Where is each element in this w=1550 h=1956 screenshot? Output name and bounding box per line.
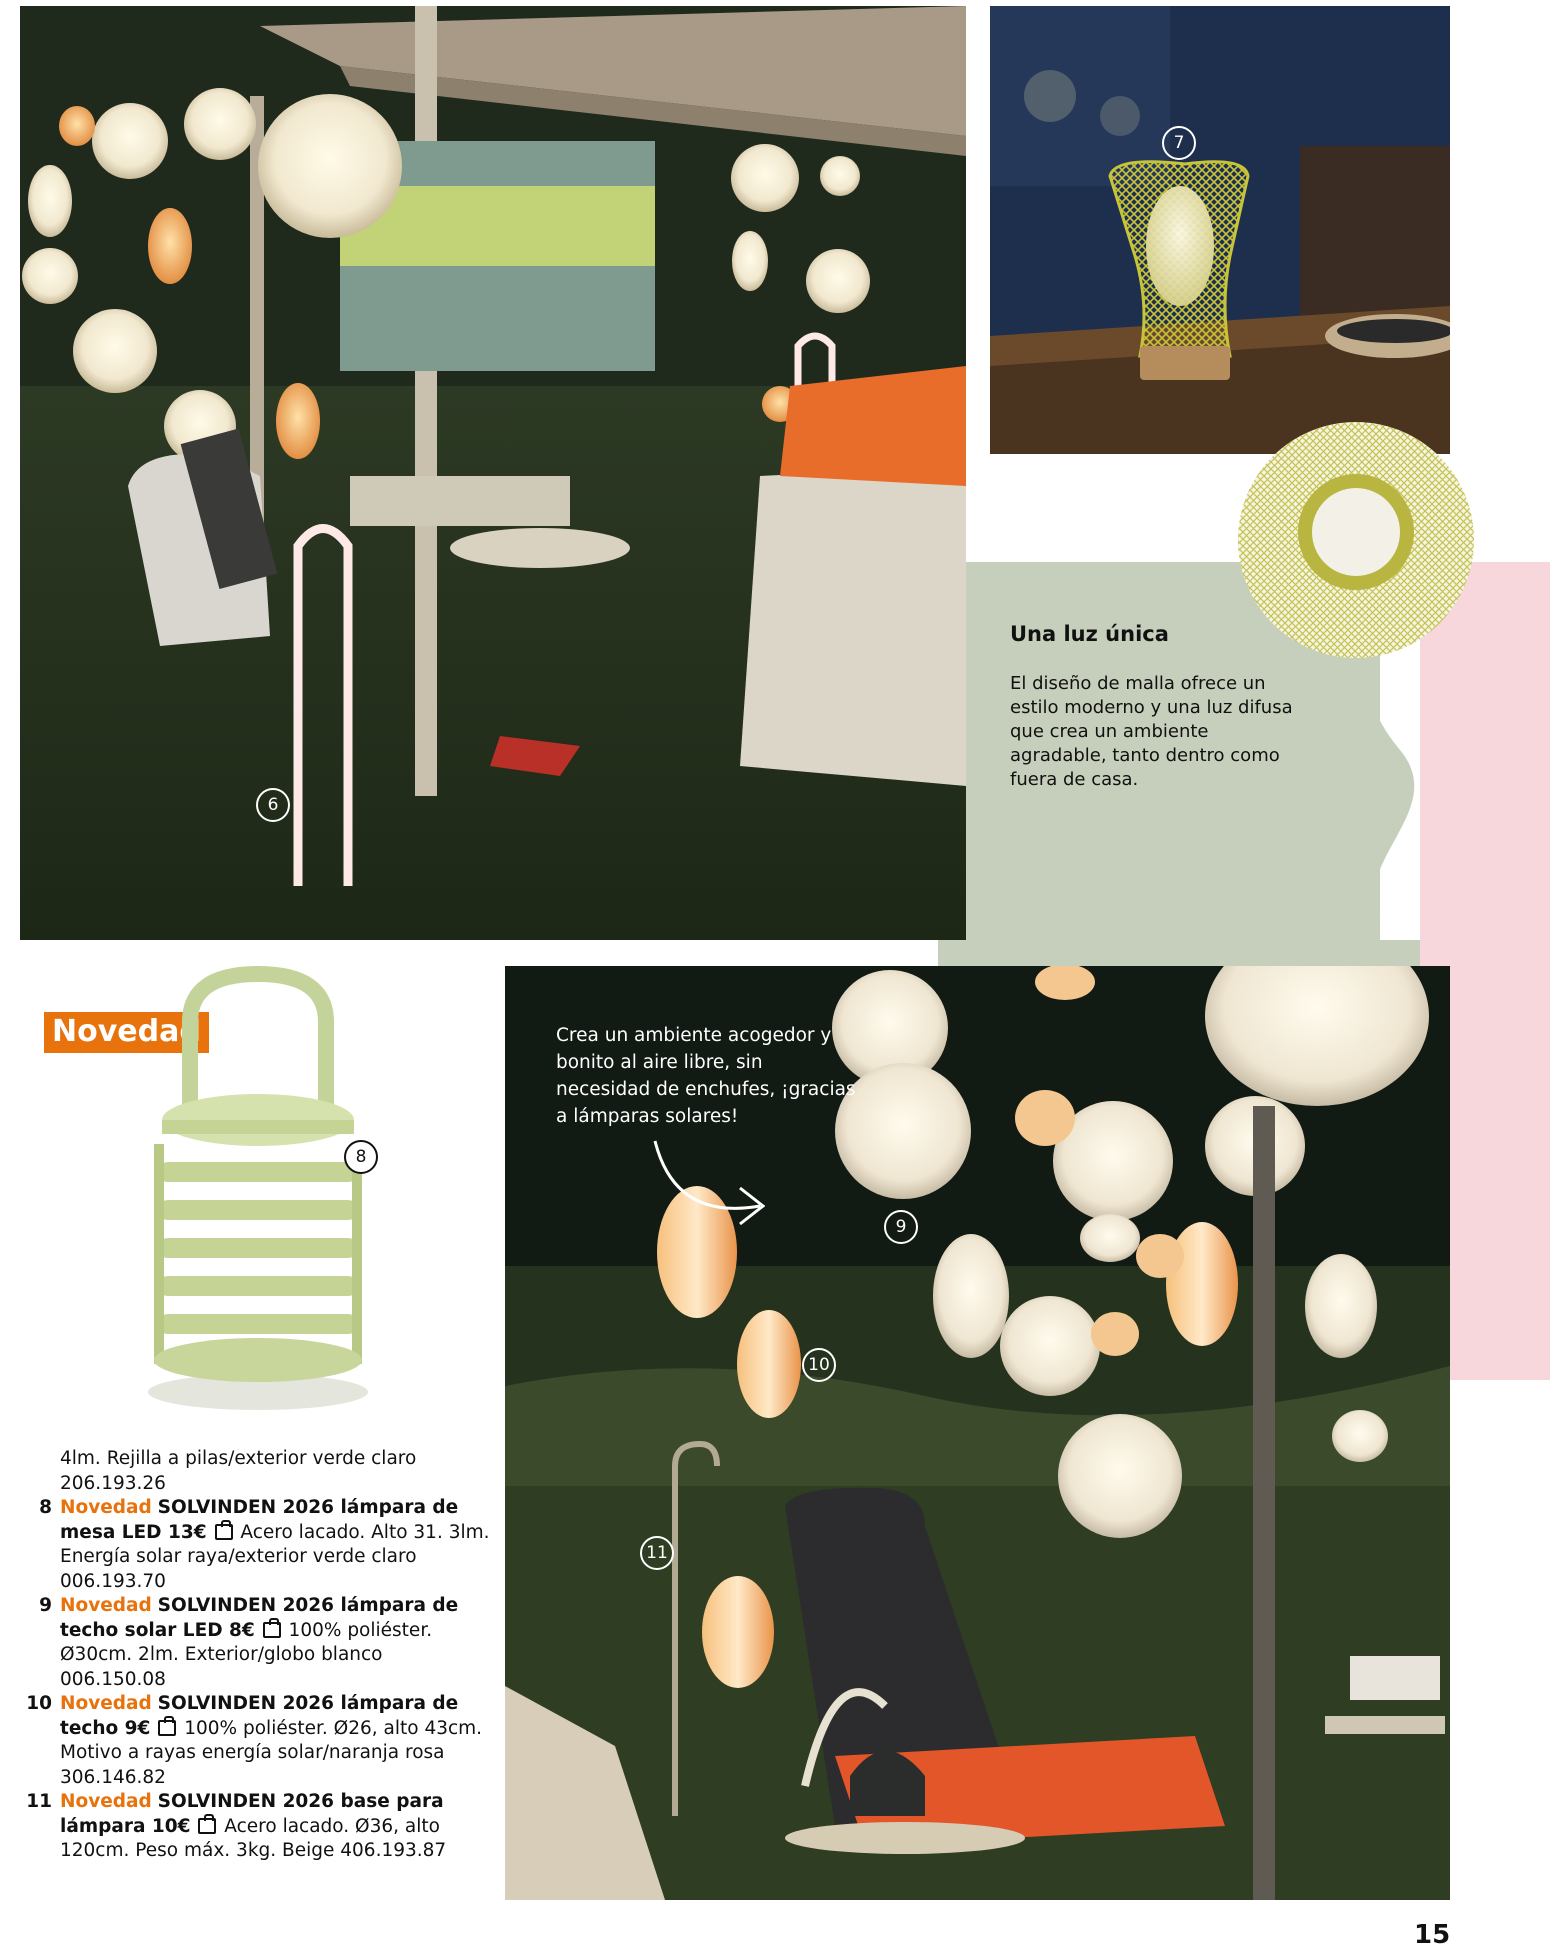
spec-number: 11 — [26, 1791, 52, 1812]
product-badge-6: 6 — [256, 788, 290, 822]
product-badge-7: 7 — [1162, 126, 1196, 160]
product-description: 100% poliéster. Ø26, alto 43cm. Motivo a rayas energía solar/naranja rosa 306.146.82 — [60, 1717, 483, 1788]
novedad-label: Novedad — [60, 1595, 152, 1616]
product-badge-10: 10 — [802, 1348, 836, 1382]
product-spec-list — [24, 1447, 494, 1864]
novedad-label: Novedad — [60, 1497, 152, 1518]
flatpack-icon — [263, 1622, 281, 1638]
product-badge-9: 9 — [884, 1210, 918, 1244]
spec-item-8 — [24, 1496, 494, 1594]
product-name: SOLVINDEN 2026 lámpara de techo 9€ — [60, 1693, 459, 1739]
callout-arrow-icon — [645, 1136, 765, 1246]
photo-mesh-table-lamp — [990, 6, 1450, 454]
spec-item-9 — [24, 1594, 494, 1692]
spec-item-11 — [24, 1790, 494, 1864]
page-number: 15 — [1414, 1920, 1451, 1950]
product-badge-8: 8 — [344, 1140, 378, 1174]
mesh-lamp-top-view — [1236, 420, 1476, 660]
product-name: SOLVINDEN 2026 base para lámpara 10€ — [60, 1791, 444, 1837]
product-description: 100% poliéster. Ø30cm. 2lm. Exterior/globo blanco 006.150.08 — [60, 1619, 433, 1690]
photo-garden-night — [20, 6, 966, 940]
spec-number: 10 — [26, 1693, 52, 1714]
solvinden-lantern-image — [140, 962, 370, 1422]
spec-number: 8 — [39, 1497, 52, 1518]
novedad-label: Novedad — [60, 1693, 152, 1714]
flatpack-icon — [198, 1818, 216, 1834]
spec-intro-text: 4lm. Rejilla a pilas/exterior verde claro 206.193.26 — [60, 1448, 417, 1494]
spec-item-10 — [24, 1692, 494, 1790]
novedad-tag: Novedad — [44, 1012, 209, 1053]
product-badge-11: 11 — [640, 1536, 674, 1570]
product-name: SOLVINDEN 2026 lámpara de mesa LED 13€ — [60, 1497, 459, 1543]
novedad-label: Novedad — [60, 1791, 152, 1812]
spec-intro — [24, 1447, 494, 1496]
spec-number: 9 — [39, 1595, 52, 1616]
solar-callout-text: Crea un ambiente acogedor y bonito al aire libre, sin necesidad de enchufes, ¡gracias a lámparas solares! — [556, 1025, 856, 1127]
product-description: Acero lacado. Alto 31. 3lm. Energía solar raya/exterior verde claro 006.193.70 — [60, 1521, 490, 1592]
product-description: Acero lacado. Ø36, alto 120cm. Peso máx. 3kg. Beige 406.193.87 — [60, 1815, 447, 1861]
flatpack-icon — [215, 1524, 233, 1540]
product-name: SOLVINDEN 2026 lámpara de techo solar LED 8€ — [60, 1595, 459, 1641]
flatpack-icon — [158, 1720, 176, 1736]
feature-body: El diseño de malla ofrece un estilo moderno y una luz difusa que crea un ambiente agradable, tanto dentro como fuera de casa. — [1010, 673, 1293, 790]
feature-title: Una luz única — [1010, 622, 1169, 646]
